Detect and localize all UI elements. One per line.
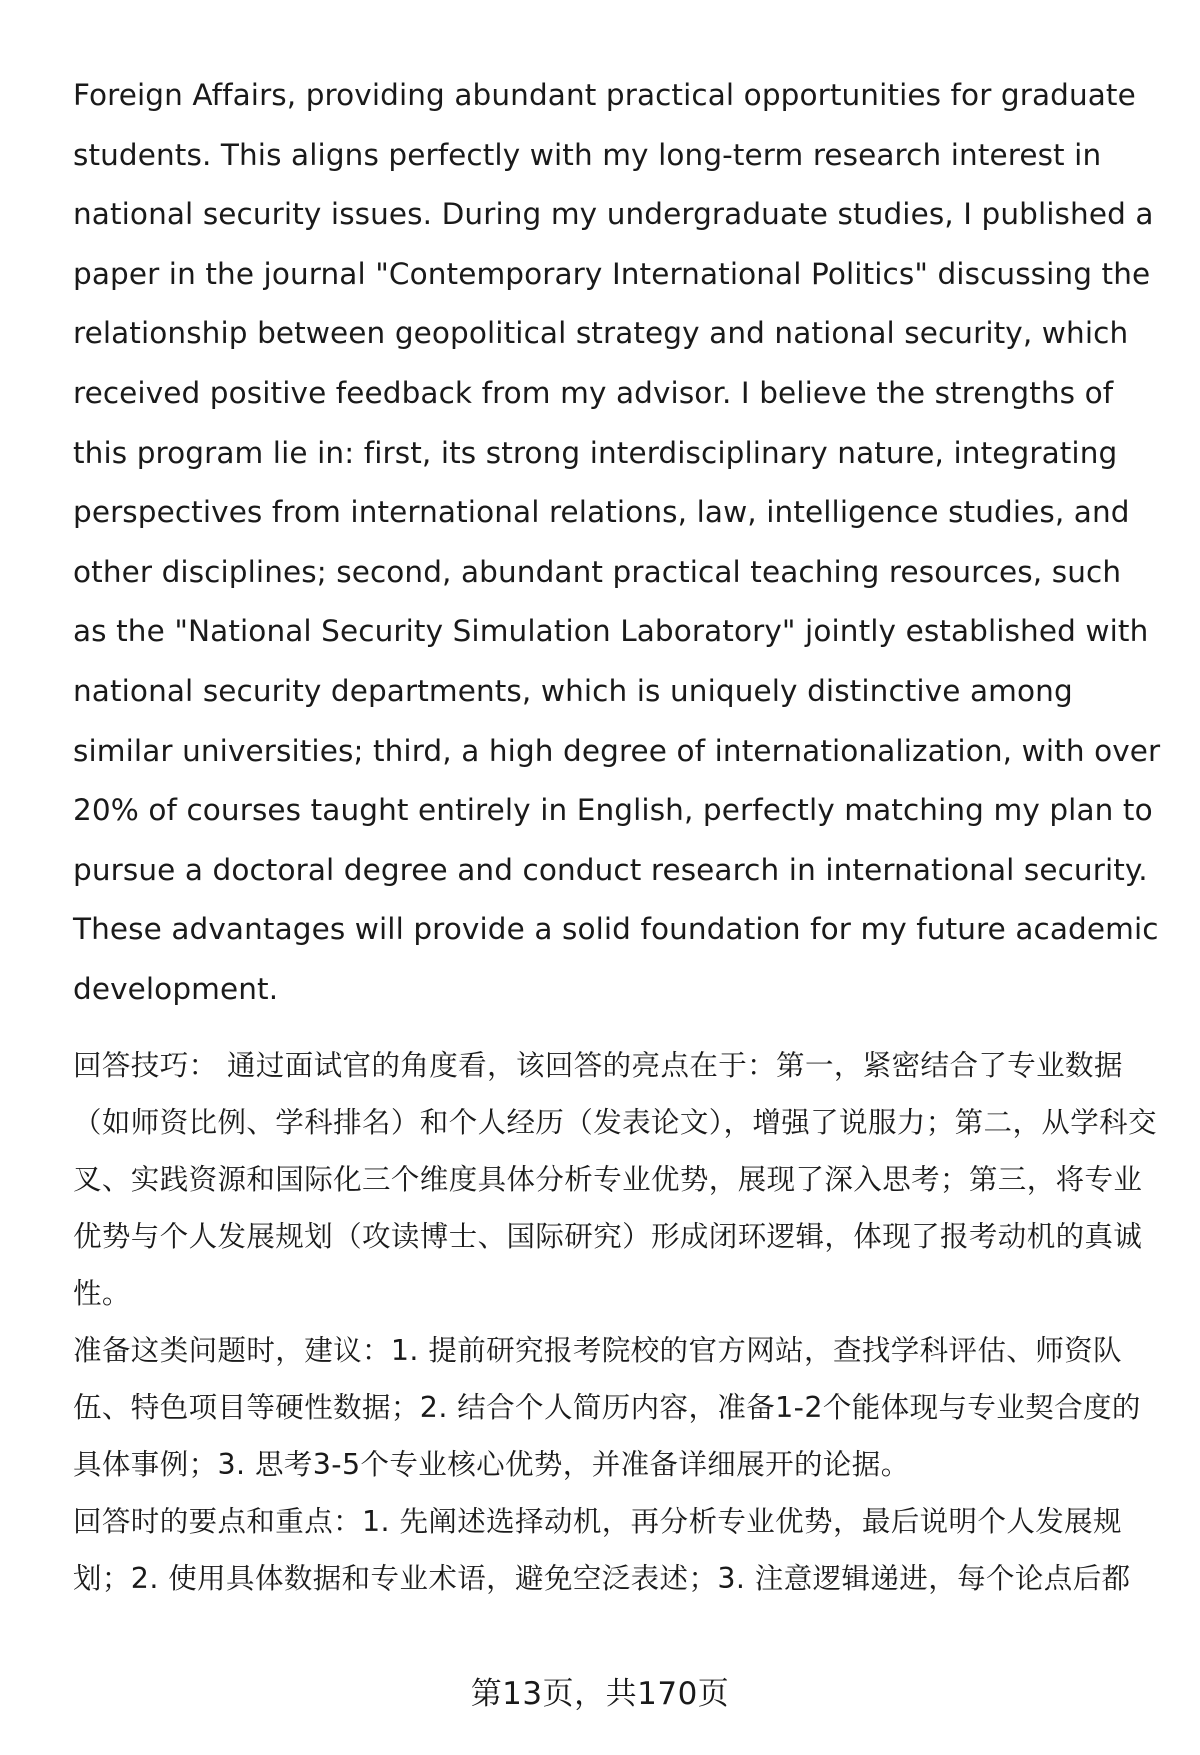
page-number-footer: 第13页，共170页 bbox=[470, 1676, 730, 1712]
page-content bbox=[73, 66, 1163, 1607]
preparation-advice-paragraph: 准备这类问题时，建议：1. 提前研究报考院校的官方网站，查找学科评估、师资队伍、特色项目等硬性数据；2. 结合个人简历内容，准备1-2个能体现与专业契合度的具体事例；3. 思考3-5个专业核心优势，并准备详细展开的论据。 bbox=[73, 1333, 1141, 1481]
answer-tips-paragraph: 回答技巧： 通过面试官的角度看，该回答的亮点在于：第一，紧密结合了专业数据（如师资比例、学科排名）和个人经历（发表论文），增强了说服力；第二，从学科交叉、实践资源和国际化三个维度具体分析专业优势，展现了深入思考；第三，将专业优势与个人发展规划（攻读博士、国际研究）形成闭环逻辑，体现了报考动机的真诚性。 bbox=[73, 1048, 1157, 1310]
commentary-section bbox=[73, 1037, 1163, 1607]
key-points-paragraph: 回答时的要点和重点：1. 先阐述选择动机，再分析专业优势，最后说明个人发展规划；2. 使用具体数据和专业术语，避免空泛表述；3. 注意逻辑递进，每个论点后都 bbox=[73, 1504, 1131, 1595]
english-answer-paragraph: Foreign Affairs, providing abundant practical opportunities for graduate students. This aligns perfectly with my long-term research interest in national security issues. During my undergraduate studies, I published a paper in the journal "Contemporary International Politics" discussing the relationship between geopolitical strategy and national security, which received positive feedback from my advisor. I believe the strengths of this program lie in: first, its strong interdisciplinary nature, integrating perspectives from international relations, law, intelligence studies, and other disciplines; second, abundant practical teaching resources, such as the "National Security Simulation Laboratory" jointly established with national security departments, which is uniquely distinctive among similar universities; third, a high degree of internationalization, with over 20% of courses taught entirely in English, perfectly matching my plan to pursue a doctoral degree and conduct research in international security. These advantages will provide a solid foundation for my future academic development. bbox=[73, 78, 1161, 1006]
